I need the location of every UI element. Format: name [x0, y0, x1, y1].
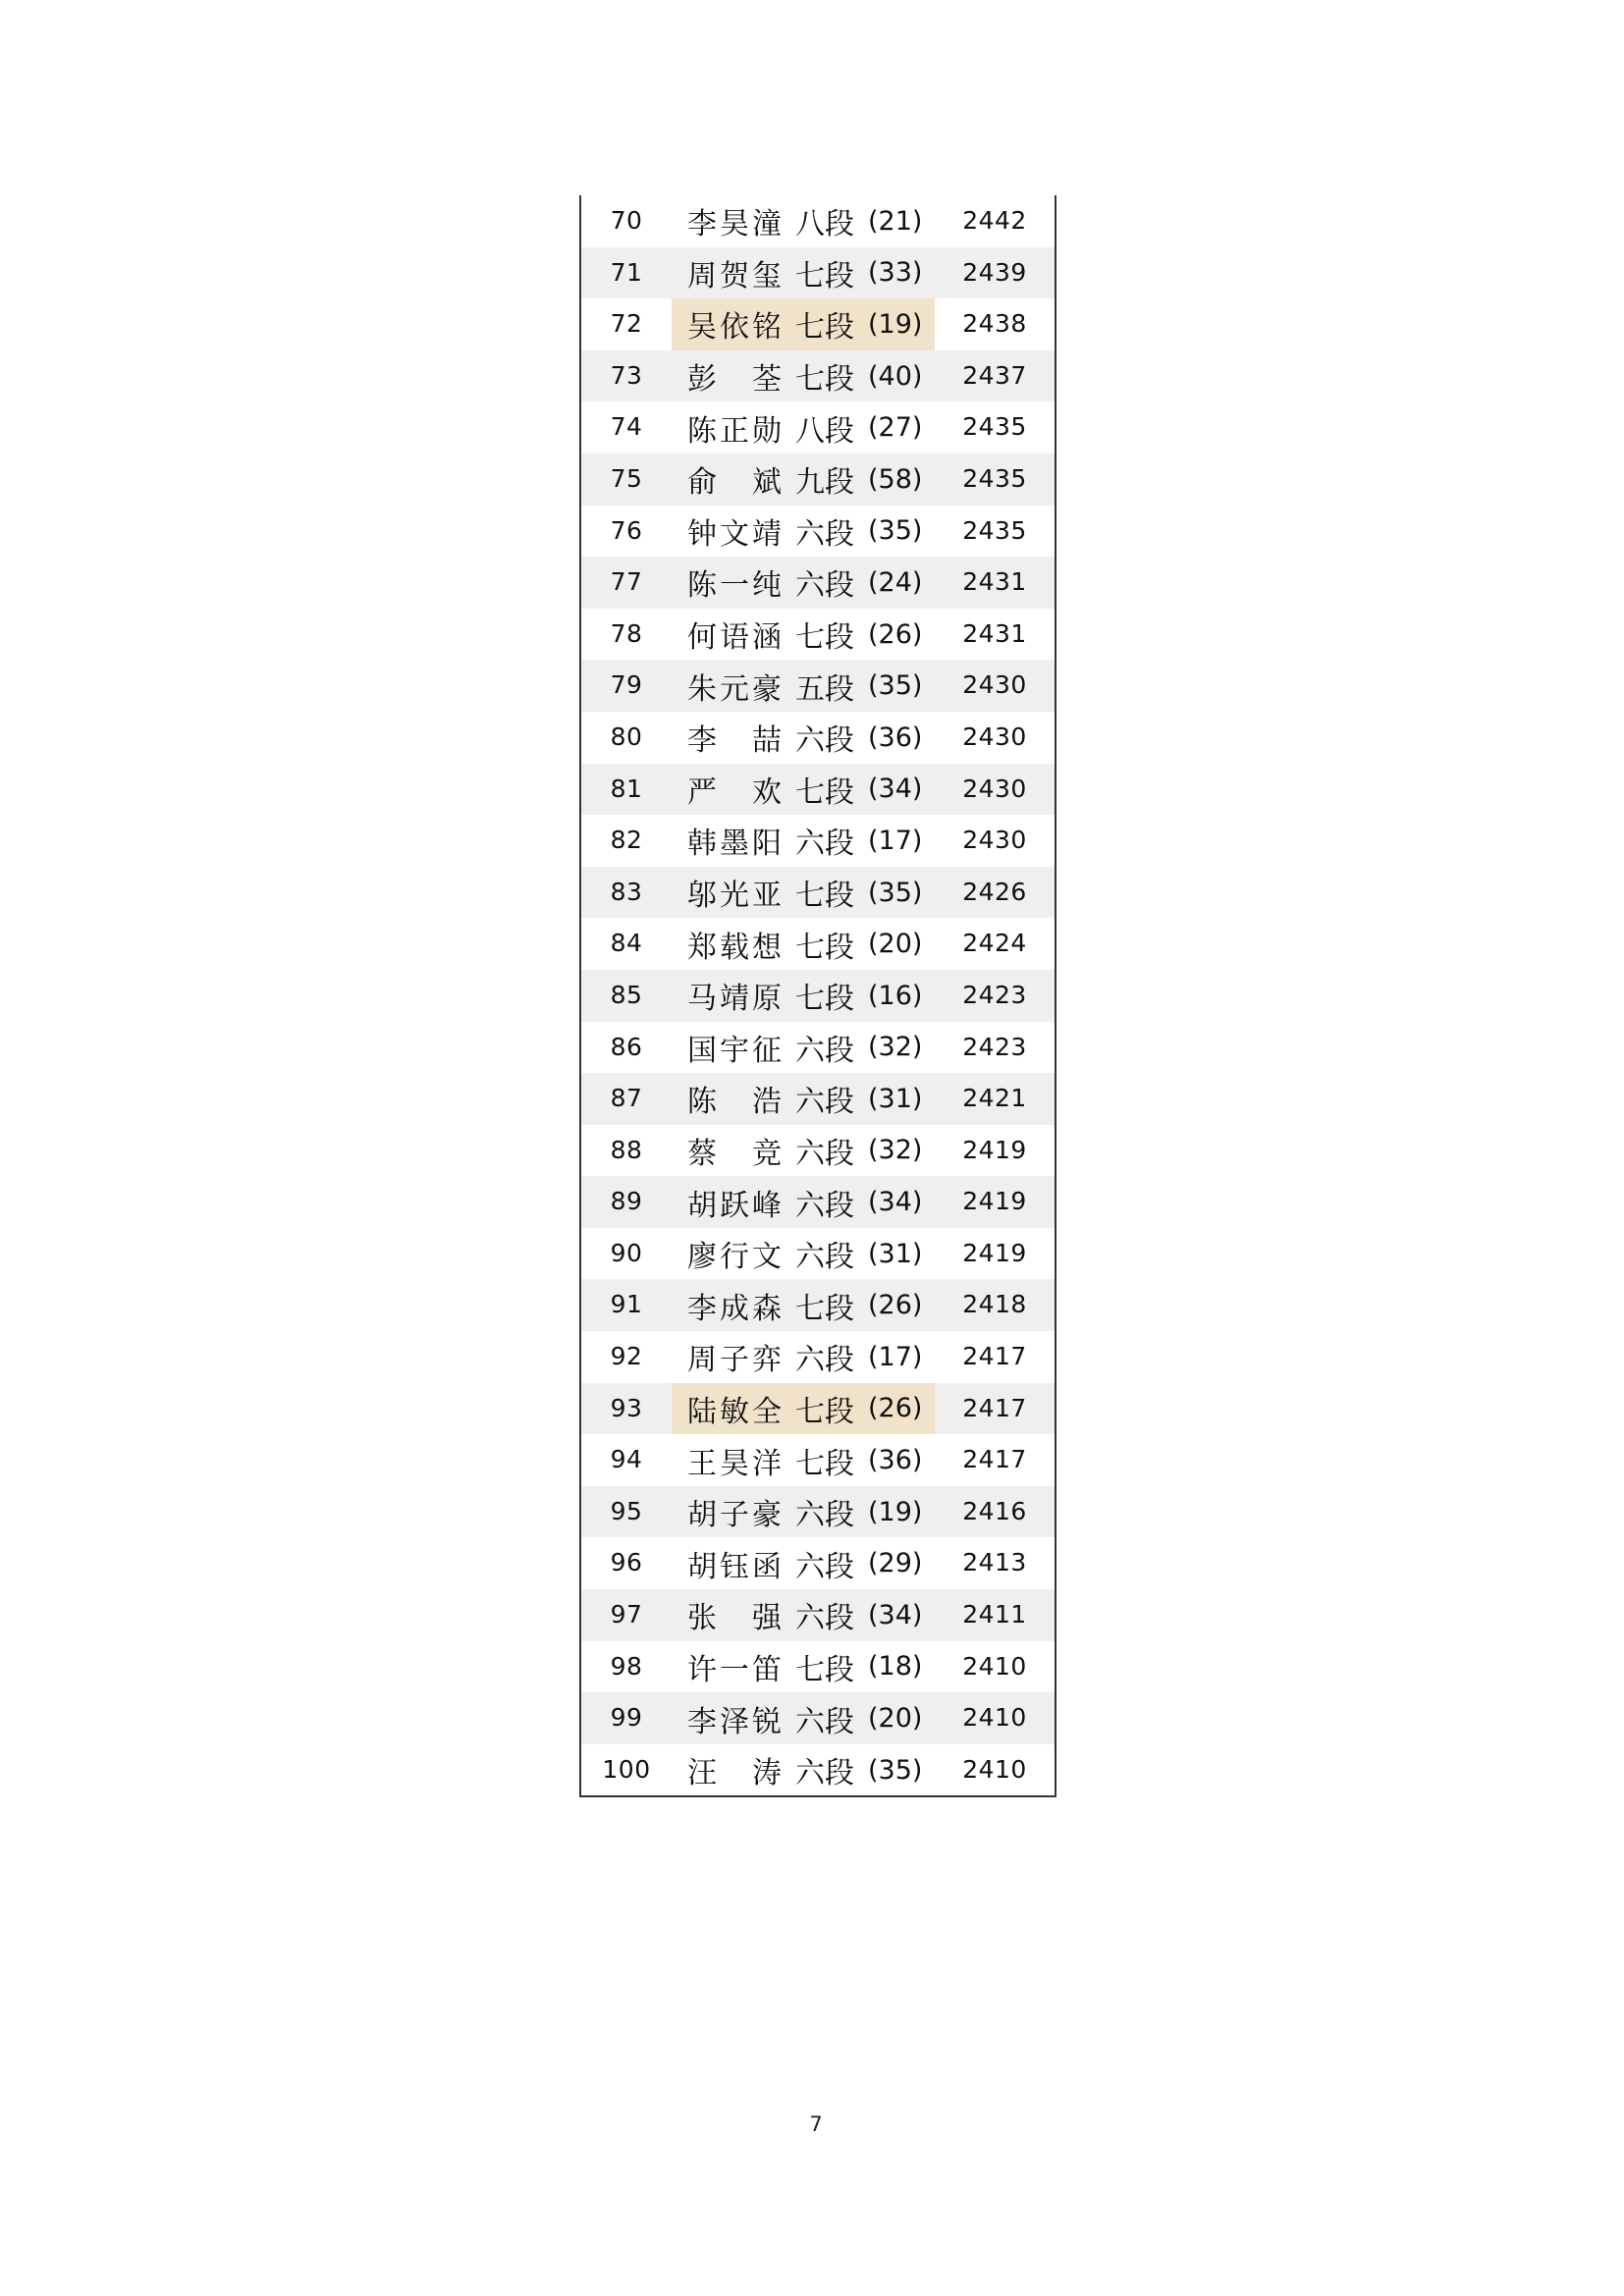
rank-cell: 92: [610, 1342, 643, 1371]
rating-cell: 2423: [962, 980, 1027, 1009]
player-cell: [672, 1022, 935, 1074]
rating-cell: 2417: [962, 1342, 1027, 1371]
player-dan: 六段: [795, 1033, 854, 1068]
rating-cell: 2423: [962, 1032, 1027, 1061]
table-row: [581, 298, 1055, 350]
player-name: 陈正勋: [687, 413, 782, 449]
player-name: 胡跃峰: [687, 1188, 782, 1223]
player-dan: 六段: [795, 827, 854, 862]
table-row: [581, 557, 1055, 609]
player-name: 李泽锐: [687, 1704, 782, 1739]
rank-cell: 90: [610, 1238, 643, 1267]
rank-cell: 97: [610, 1600, 643, 1629]
rank-cell: 96: [610, 1548, 643, 1577]
player-name: 廖行文: [687, 1240, 782, 1275]
rating-cell: 2430: [962, 721, 1027, 751]
player-dan: 六段: [795, 516, 854, 552]
player-cell: [672, 1434, 935, 1486]
rating-cell: 2421: [962, 1084, 1027, 1113]
player-age: (34): [868, 1599, 923, 1630]
player-age: (27): [868, 412, 923, 444]
rating-cell: 2419: [962, 1187, 1027, 1216]
rank-cell: 74: [610, 412, 643, 442]
player-cell: [672, 557, 935, 609]
player-cell: [672, 1744, 935, 1796]
player-dan: 六段: [795, 1240, 854, 1275]
player-age: (17): [868, 1341, 923, 1372]
player-cell-highlighted: [672, 1383, 935, 1435]
table-row: [581, 712, 1055, 764]
table-row: [581, 1383, 1055, 1435]
player-cell: [672, 1692, 935, 1744]
rating-cell: 2435: [962, 412, 1027, 442]
player-cell: [672, 660, 935, 712]
player-name: 邬光亚: [687, 879, 782, 914]
table-row: [581, 1434, 1055, 1486]
table-row: [581, 609, 1055, 661]
rank-cell: 70: [610, 206, 643, 235]
player-age: (26): [868, 1290, 923, 1321]
page-number: 7: [809, 2112, 823, 2136]
table-row: [581, 1331, 1055, 1383]
rating-cell: 2417: [962, 1445, 1027, 1474]
player-age: (34): [868, 1187, 923, 1218]
player-age: (40): [868, 360, 923, 392]
rating-cell: 2430: [962, 774, 1027, 803]
player-cell-highlighted: [672, 298, 935, 350]
player-age: (29): [868, 1548, 923, 1579]
player-cell: [672, 1279, 935, 1331]
rating-cell: 2411: [962, 1600, 1027, 1629]
rank-cell: 71: [610, 257, 643, 287]
rating-cell: 2416: [962, 1496, 1027, 1525]
table-row: [581, 401, 1055, 454]
rank-cell: 77: [610, 567, 643, 597]
player-cell: [672, 1486, 935, 1538]
player-dan: 五段: [795, 671, 854, 707]
rank-cell: 93: [610, 1393, 643, 1422]
player-age: (34): [868, 774, 923, 805]
player-dan: 七段: [795, 258, 854, 294]
player-dan: 九段: [795, 465, 854, 501]
player-age: (36): [868, 1445, 923, 1476]
player-dan: 七段: [795, 1291, 854, 1326]
player-dan: 七段: [795, 1652, 854, 1687]
player-name: 张强: [687, 1601, 782, 1636]
rating-cell: 2442: [962, 206, 1027, 235]
player-dan: 六段: [795, 1498, 854, 1533]
rank-cell: 84: [610, 929, 643, 958]
player-name: 陈浩: [687, 1085, 782, 1120]
player-name: 俞斌: [687, 465, 782, 501]
rating-cell: 2410: [962, 1754, 1027, 1784]
player-cell: [672, 1641, 935, 1693]
player-age: (32): [868, 1032, 923, 1063]
player-age: (31): [868, 1238, 923, 1269]
player-dan: 七段: [795, 879, 854, 914]
player-cell: [672, 1228, 935, 1280]
player-age: (35): [868, 515, 923, 547]
player-name: 胡钰函: [687, 1549, 782, 1584]
table-row: [581, 1279, 1055, 1331]
rank-cell: 91: [610, 1290, 643, 1319]
rank-cell: 100: [602, 1754, 651, 1784]
player-age: (31): [868, 1083, 923, 1114]
rating-cell: 2435: [962, 515, 1027, 545]
table-row: [581, 1744, 1055, 1796]
player-age: (58): [868, 463, 923, 495]
rank-cell: 81: [610, 774, 643, 803]
player-name: 陆敏全: [687, 1394, 782, 1429]
table-row: [581, 970, 1055, 1022]
player-dan: 七段: [795, 1394, 854, 1429]
player-dan: 七段: [795, 310, 854, 346]
rank-cell: 79: [610, 670, 643, 700]
player-cell: [672, 1073, 935, 1125]
player-dan: 八段: [795, 207, 854, 242]
table-row: [581, 764, 1055, 816]
player-age: (19): [868, 1496, 923, 1527]
player-dan: 七段: [795, 620, 854, 656]
player-dan: 六段: [795, 568, 854, 604]
player-dan: 六段: [795, 1756, 854, 1791]
rank-cell: 94: [610, 1445, 643, 1474]
player-cell: [672, 712, 935, 764]
player-age: (18): [868, 1651, 923, 1682]
player-name: 蔡竞: [687, 1136, 782, 1171]
player-name: 汪涛: [687, 1756, 782, 1791]
player-name: 严欢: [687, 774, 782, 810]
rating-cell: 2413: [962, 1548, 1027, 1577]
table-row: [581, 1228, 1055, 1280]
rank-cell: 95: [610, 1496, 643, 1525]
player-dan: 六段: [795, 1085, 854, 1120]
player-age: (35): [868, 1754, 923, 1786]
table-row: [581, 918, 1055, 970]
rank-cell: 73: [610, 360, 643, 390]
rating-cell: 2410: [962, 1651, 1027, 1681]
player-cell: [672, 970, 935, 1022]
rank-cell: 86: [610, 1032, 643, 1061]
rank-cell: 78: [610, 618, 643, 648]
player-cell: [672, 867, 935, 919]
table-row: [581, 1176, 1055, 1228]
rank-cell: 72: [610, 309, 643, 339]
player-cell: [672, 247, 935, 299]
player-dan: 七段: [795, 930, 854, 965]
player-dan: 七段: [795, 982, 854, 1017]
ranking-table: [579, 195, 1056, 1797]
player-cell: [672, 815, 935, 867]
rank-cell: 88: [610, 1135, 643, 1164]
rating-cell: 2431: [962, 618, 1027, 648]
player-dan: 六段: [795, 1601, 854, 1636]
player-name: 许一笛: [687, 1652, 782, 1687]
player-cell: [672, 1125, 935, 1177]
table-row: [581, 1641, 1055, 1693]
player-name: 李喆: [687, 723, 782, 759]
player-age: (20): [868, 1703, 923, 1735]
player-name: 王昊洋: [687, 1446, 782, 1481]
player-age: (35): [868, 877, 923, 908]
player-cell: [672, 506, 935, 558]
player-age: (35): [868, 670, 923, 702]
player-dan: 六段: [795, 1704, 854, 1739]
player-cell: [672, 454, 935, 506]
player-cell: [672, 195, 935, 247]
player-name: 郑载想: [687, 930, 782, 965]
player-cell: [672, 1589, 935, 1641]
rating-cell: 2438: [962, 309, 1027, 339]
rating-cell: 2439: [962, 257, 1027, 287]
player-age: (32): [868, 1135, 923, 1166]
player-name: 陈一纯: [687, 568, 782, 604]
player-dan: 六段: [795, 1136, 854, 1171]
rating-cell: 2424: [962, 929, 1027, 958]
player-name: 周子弈: [687, 1343, 782, 1378]
player-name: 钟文靖: [687, 516, 782, 552]
player-name: 吴依铭: [687, 310, 782, 346]
rating-cell: 2437: [962, 360, 1027, 390]
player-cell: [672, 401, 935, 454]
rank-cell: 89: [610, 1187, 643, 1216]
player-name: 国宇征: [687, 1033, 782, 1068]
rank-cell: 82: [610, 826, 643, 855]
rating-cell: 2417: [962, 1393, 1027, 1422]
player-dan: 八段: [795, 413, 854, 449]
player-cell: [672, 1331, 935, 1383]
player-dan: 六段: [795, 1549, 854, 1584]
rating-cell: 2418: [962, 1290, 1027, 1319]
player-dan: 七段: [795, 774, 854, 810]
player-age: (17): [868, 825, 923, 856]
player-dan: 六段: [795, 1343, 854, 1378]
player-cell: [672, 1537, 935, 1589]
player-cell: [672, 1176, 935, 1228]
table-row: [581, 506, 1055, 558]
rating-cell: 2430: [962, 670, 1027, 700]
rating-cell: 2435: [962, 463, 1027, 493]
table-row: [581, 1486, 1055, 1538]
table-row: [581, 454, 1055, 506]
table-row: [581, 1073, 1055, 1125]
player-name: 周贺玺: [687, 258, 782, 294]
player-age: (16): [868, 980, 923, 1011]
rating-cell: 2430: [962, 826, 1027, 855]
rank-cell: 87: [610, 1084, 643, 1113]
player-name: 何语涵: [687, 620, 782, 656]
rank-cell: 85: [610, 980, 643, 1009]
player-cell: [672, 918, 935, 970]
player-name: 李成森: [687, 1291, 782, 1326]
player-name: 胡子豪: [687, 1498, 782, 1533]
player-name: 韩墨阳: [687, 827, 782, 862]
rank-cell: 99: [610, 1703, 643, 1733]
player-age: (33): [868, 257, 923, 289]
player-cell: [672, 764, 935, 816]
table-row: [581, 350, 1055, 402]
table-row: [581, 867, 1055, 919]
player-name: 彭荃: [687, 362, 782, 398]
rating-cell: 2419: [962, 1238, 1027, 1267]
player-dan: 六段: [795, 1188, 854, 1223]
player-dan: 六段: [795, 723, 854, 759]
table-row: [581, 247, 1055, 299]
player-name: 马靖原: [687, 982, 782, 1017]
player-dan: 七段: [795, 1446, 854, 1481]
player-cell: [672, 609, 935, 661]
rank-cell: 98: [610, 1651, 643, 1681]
player-dan: 七段: [795, 362, 854, 398]
player-cell: [672, 350, 935, 402]
player-name: 朱元豪: [687, 671, 782, 707]
rating-cell: 2419: [962, 1135, 1027, 1164]
table-row: [581, 660, 1055, 712]
rating-cell: 2431: [962, 567, 1027, 597]
table-row: [581, 195, 1055, 247]
player-age: (20): [868, 929, 923, 960]
table-row: [581, 1589, 1055, 1641]
table-row: [581, 1537, 1055, 1589]
rank-cell: 75: [610, 463, 643, 493]
rating-cell: 2410: [962, 1703, 1027, 1733]
player-age: (36): [868, 721, 923, 753]
rank-cell: 83: [610, 877, 643, 906]
table-row: [581, 1022, 1055, 1074]
player-age: (21): [868, 205, 923, 237]
player-age: (26): [868, 1393, 923, 1424]
table-row: [581, 1125, 1055, 1177]
table-row: [581, 815, 1055, 867]
rank-cell: 76: [610, 515, 643, 545]
rank-cell: 80: [610, 721, 643, 751]
player-age: (19): [868, 308, 923, 340]
player-age: (24): [868, 566, 923, 598]
table-row: [581, 1692, 1055, 1744]
player-name: 李昊潼: [687, 207, 782, 242]
rating-cell: 2426: [962, 877, 1027, 906]
player-age: (26): [868, 618, 923, 650]
